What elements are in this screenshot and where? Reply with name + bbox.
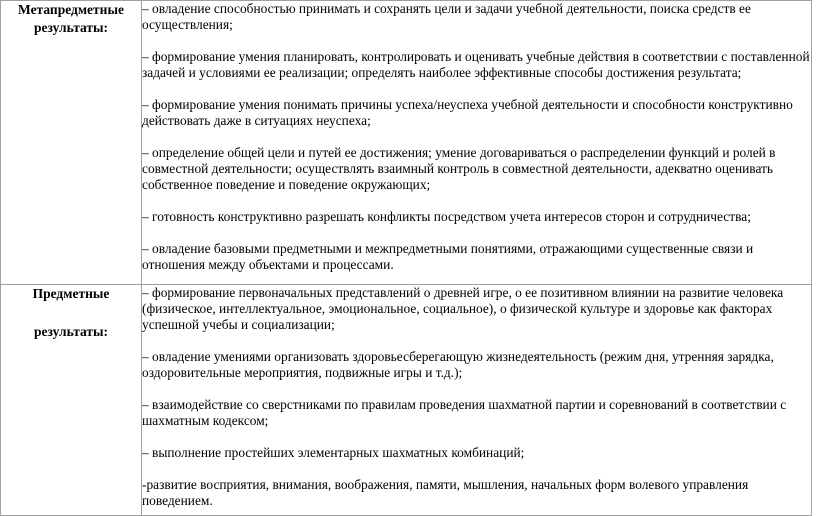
list-item: – определение общей цели и путей ее достижения; умение договариваться о распределении функций и ролей в совместной деятельности; осуществлять взаимный контроль в совместной деятельности, адекватно оценивать собственное поведение и поведение окружающих;	[142, 145, 776, 192]
row-content-cell	[142, 1, 812, 285]
list-item: – готовность конструктивно разрешать конфликты посредством учета интересов сторон и сотрудничества;	[142, 209, 751, 224]
row-label-subject-line2: результаты:	[33, 324, 109, 339]
list-item: – формирование первоначальных представлений о древней игре, о ее позитивном влиянии на развитие человека (физическое, интеллектуальное, эмоциональное, социальное), о физической культуре и здоровье как факторах успешной учебы и социализации;	[142, 285, 784, 332]
row-label-metasubject: Метапредметные результаты:	[18, 2, 124, 35]
list-item: – овладение умениями организовать здоровьесберегающую жизнедеятельность (режим дня, утренняя зарядка, оздоровительные мероприятия, подвижные игры и т.д.);	[142, 349, 774, 380]
list-item: – формирование умения понимать причины успеха/неуспеха учебной деятельности и способности конструктивно действовать даже в ситуациях неуспеха;	[142, 97, 793, 128]
list-item: – овладение базовыми предметными и межпредметными понятиями, отражающими существенные связи и отношения между объектами и процессами.	[142, 241, 754, 272]
list-item: – выполнение простейших элементарных шахматных комбинаций;	[142, 445, 525, 460]
row-label-subject-line1: Предметные	[32, 286, 110, 301]
list-item: – взаимодействие со сверстниками по правилам проведения шахматной партии и соревнований в соответствии с шахматным кодексом;	[142, 397, 787, 428]
row-content-cell	[142, 285, 812, 516]
table-row-metasubject	[1, 1, 812, 285]
list-item: – овладение способностью принимать и сохранять цели и задачи учебной деятельности, поиска средств ее осуществления;	[142, 1, 751, 32]
list-item: -развитие восприятия, внимания, воображения, памяти, мышления, начальных форм волевого управления поведением.	[142, 477, 749, 508]
row-label-cell	[1, 1, 142, 285]
table-row-subject	[1, 285, 812, 516]
row-label-cell	[1, 285, 142, 516]
list-item: – формирование умения планировать, контролировать и оценивать учебные действия в соответствии с поставленной задачей и условиями ее реализации; определять наиболее эффективные способы достижения результата;	[142, 49, 810, 80]
